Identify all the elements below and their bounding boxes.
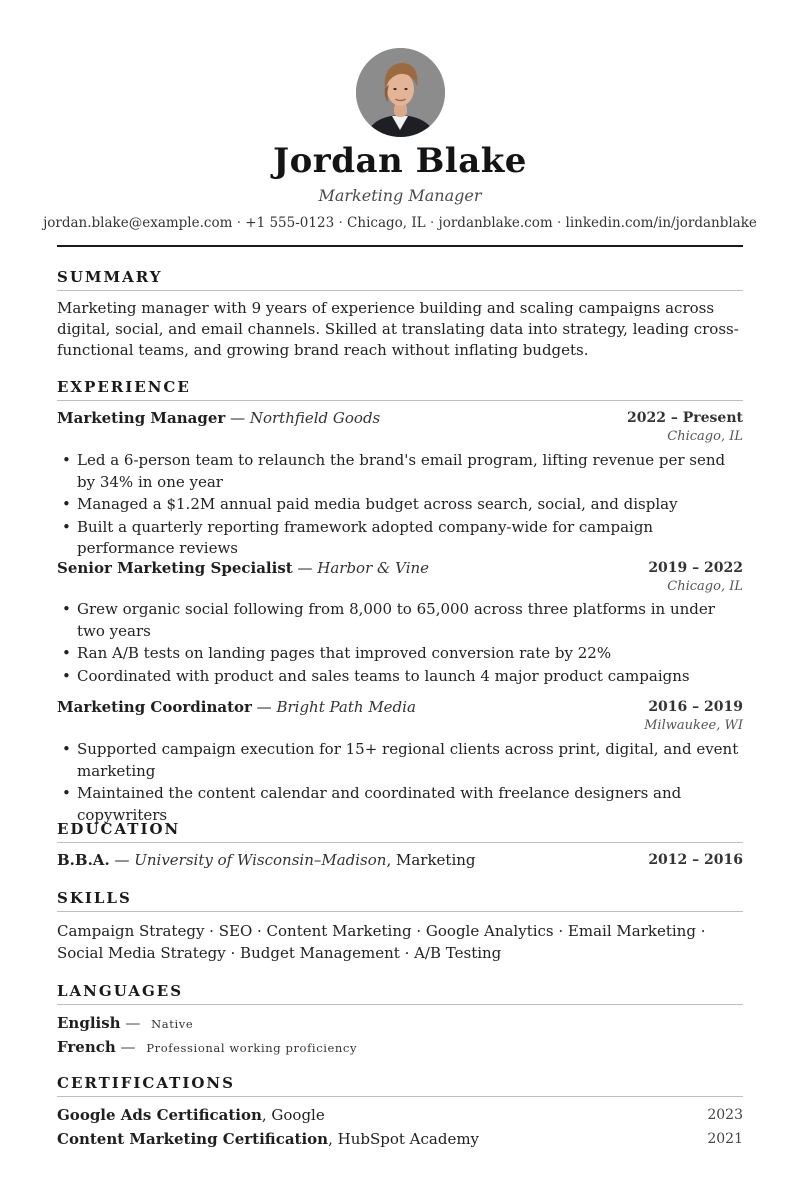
education-school: University of Wisconsin–Madison xyxy=(134,851,387,869)
contact-separator: · xyxy=(232,215,246,231)
job-bullet xyxy=(57,450,747,493)
education-degree: B.B.A. xyxy=(57,851,110,869)
job-bullet xyxy=(57,643,747,665)
job-dash: — xyxy=(225,409,250,427)
skills-list: Campaign Strategy · SEO · Content Marketing · Google Analytics · Email Marketing · Social Media Strategy · Budget Management · A/B Testing xyxy=(57,922,706,962)
candidate-headline: Marketing Manager xyxy=(318,186,482,205)
bullet-icon: • xyxy=(62,644,71,662)
job-bullet xyxy=(57,494,747,516)
job-bullet xyxy=(57,666,747,688)
job-bullet-text: Coordinated with product and sales teams to launch 4 major product campaigns xyxy=(77,666,690,685)
certifications-heading: CERTIFICATIONS xyxy=(57,1074,235,1092)
language-dash: — xyxy=(115,1038,141,1056)
summary-text: Marketing manager with 9 years of experience building and scaling campaigns across digital, social, and email channels. Skilled at translating data into strategy, leading cross-functional teams, and growing brand reach without inflating budgets. xyxy=(57,299,739,359)
education-dates: 2012 – 2016 xyxy=(648,852,743,868)
job-bullet-text: Managed a $1.2M annual paid media budget across search, social, and display xyxy=(77,495,678,513)
contact-email[interactable]: jordan.blake@example.com xyxy=(43,215,233,231)
job-bullets xyxy=(57,599,747,688)
skills-divider xyxy=(57,911,743,912)
job-location: Chicago, IL xyxy=(667,579,743,594)
job-dash: — xyxy=(251,698,277,716)
job-dates: 2022 – Present xyxy=(627,410,743,426)
job-company: Bright Path Media xyxy=(276,698,416,716)
job-role: Marketing Coordinator xyxy=(57,698,252,716)
job-location: Chicago, IL xyxy=(667,429,743,444)
job-bullet-text: Led a 6-person team to relaunch the brand's email program, lifting revenue per send by 34% in one year xyxy=(77,451,726,491)
experience-divider xyxy=(57,400,743,401)
bullet-icon: • xyxy=(62,740,71,758)
job-company: Northfield Goods xyxy=(249,409,381,427)
certification-year: 2023 xyxy=(707,1107,743,1123)
job-bullet xyxy=(57,739,747,782)
language-level: Professional working proficiency xyxy=(146,1041,358,1055)
contact-phone[interactable]: +1 555-0123 xyxy=(245,215,335,231)
header-divider xyxy=(57,245,743,247)
bullet-icon: • xyxy=(62,784,71,802)
certifications-divider xyxy=(57,1096,743,1097)
certification-row xyxy=(57,1130,743,1148)
experience-heading: EXPERIENCE xyxy=(57,378,191,396)
job-dates: 2019 – 2022 xyxy=(648,560,743,576)
summary-heading: SUMMARY xyxy=(57,268,163,286)
job-bullet-text: Ran A/B tests on landing pages that improved conversion rate by 22% xyxy=(77,644,612,662)
job-role: Marketing Manager xyxy=(57,409,226,427)
education-dash: — xyxy=(109,851,135,869)
contact-location: Chicago, IL xyxy=(347,215,426,231)
education-field: , Marketing xyxy=(386,851,476,869)
job-company: Harbor & Vine xyxy=(317,559,430,577)
job-bullet-text: Maintained the content calendar and coordinated with freelance designers and copywriters xyxy=(77,784,682,824)
languages-divider xyxy=(57,1004,743,1005)
job-bullets xyxy=(57,739,747,827)
contact-separator: · xyxy=(334,215,348,231)
language-name: English xyxy=(57,1014,121,1032)
job-role: Senior Marketing Specialist xyxy=(57,559,293,577)
language-dash: — xyxy=(120,1014,146,1032)
language-name: French xyxy=(57,1038,116,1056)
job-bullet-text: Supported campaign execution for 15+ regional clients across print, digital, and event marketing xyxy=(77,740,739,780)
education-line xyxy=(57,851,743,869)
profile-photo-illustration xyxy=(356,48,445,137)
certification-name: Google Ads Certification xyxy=(57,1106,262,1124)
bullet-icon: • xyxy=(62,666,71,685)
languages-heading: LANGUAGES xyxy=(57,982,184,1000)
job-bullet xyxy=(57,517,747,560)
language-level: Native xyxy=(151,1017,194,1031)
certification-issuer: , Google xyxy=(261,1106,325,1124)
summary-divider xyxy=(57,290,743,291)
contact-line xyxy=(0,215,800,231)
job-dash: — xyxy=(292,559,318,577)
candidate-name: Jordan Blake xyxy=(273,141,527,181)
job-title-line xyxy=(57,698,743,716)
contact-separator: · xyxy=(425,215,439,231)
skills-heading: SKILLS xyxy=(57,889,132,907)
job-bullet-text: Grew organic social following from 8,000 to 65,000 across three platforms in under two years xyxy=(77,600,715,640)
profile-photo xyxy=(356,48,445,137)
bullet-icon: • xyxy=(62,495,71,513)
education-heading: EDUCATION xyxy=(57,820,181,838)
job-dates: 2016 – 2019 xyxy=(648,699,743,715)
contact-website[interactable]: jordanblake.com xyxy=(438,215,553,231)
bullet-icon: • xyxy=(62,451,71,469)
bullet-icon: • xyxy=(62,600,71,618)
certification-row xyxy=(57,1106,743,1124)
contact-separator: · xyxy=(552,215,566,231)
job-bullets xyxy=(57,450,747,561)
certification-year: 2021 xyxy=(707,1131,743,1147)
certification-issuer: , HubSpot Academy xyxy=(328,1130,480,1148)
education-divider xyxy=(57,842,743,843)
job-bullet xyxy=(57,599,747,642)
language-row xyxy=(57,1014,193,1032)
job-title-line xyxy=(57,559,743,577)
job-bullet-text: Built a quarterly reporting framework adopted company-wide for campaign performance reviews xyxy=(77,517,654,557)
certification-name: Content Marketing Certification xyxy=(57,1130,329,1148)
bullet-icon: • xyxy=(62,517,71,536)
job-location: Milwaukee, WI xyxy=(644,718,743,733)
language-row xyxy=(57,1038,357,1056)
contact-linkedin[interactable]: linkedin.com/in/jordanblake xyxy=(565,215,757,231)
